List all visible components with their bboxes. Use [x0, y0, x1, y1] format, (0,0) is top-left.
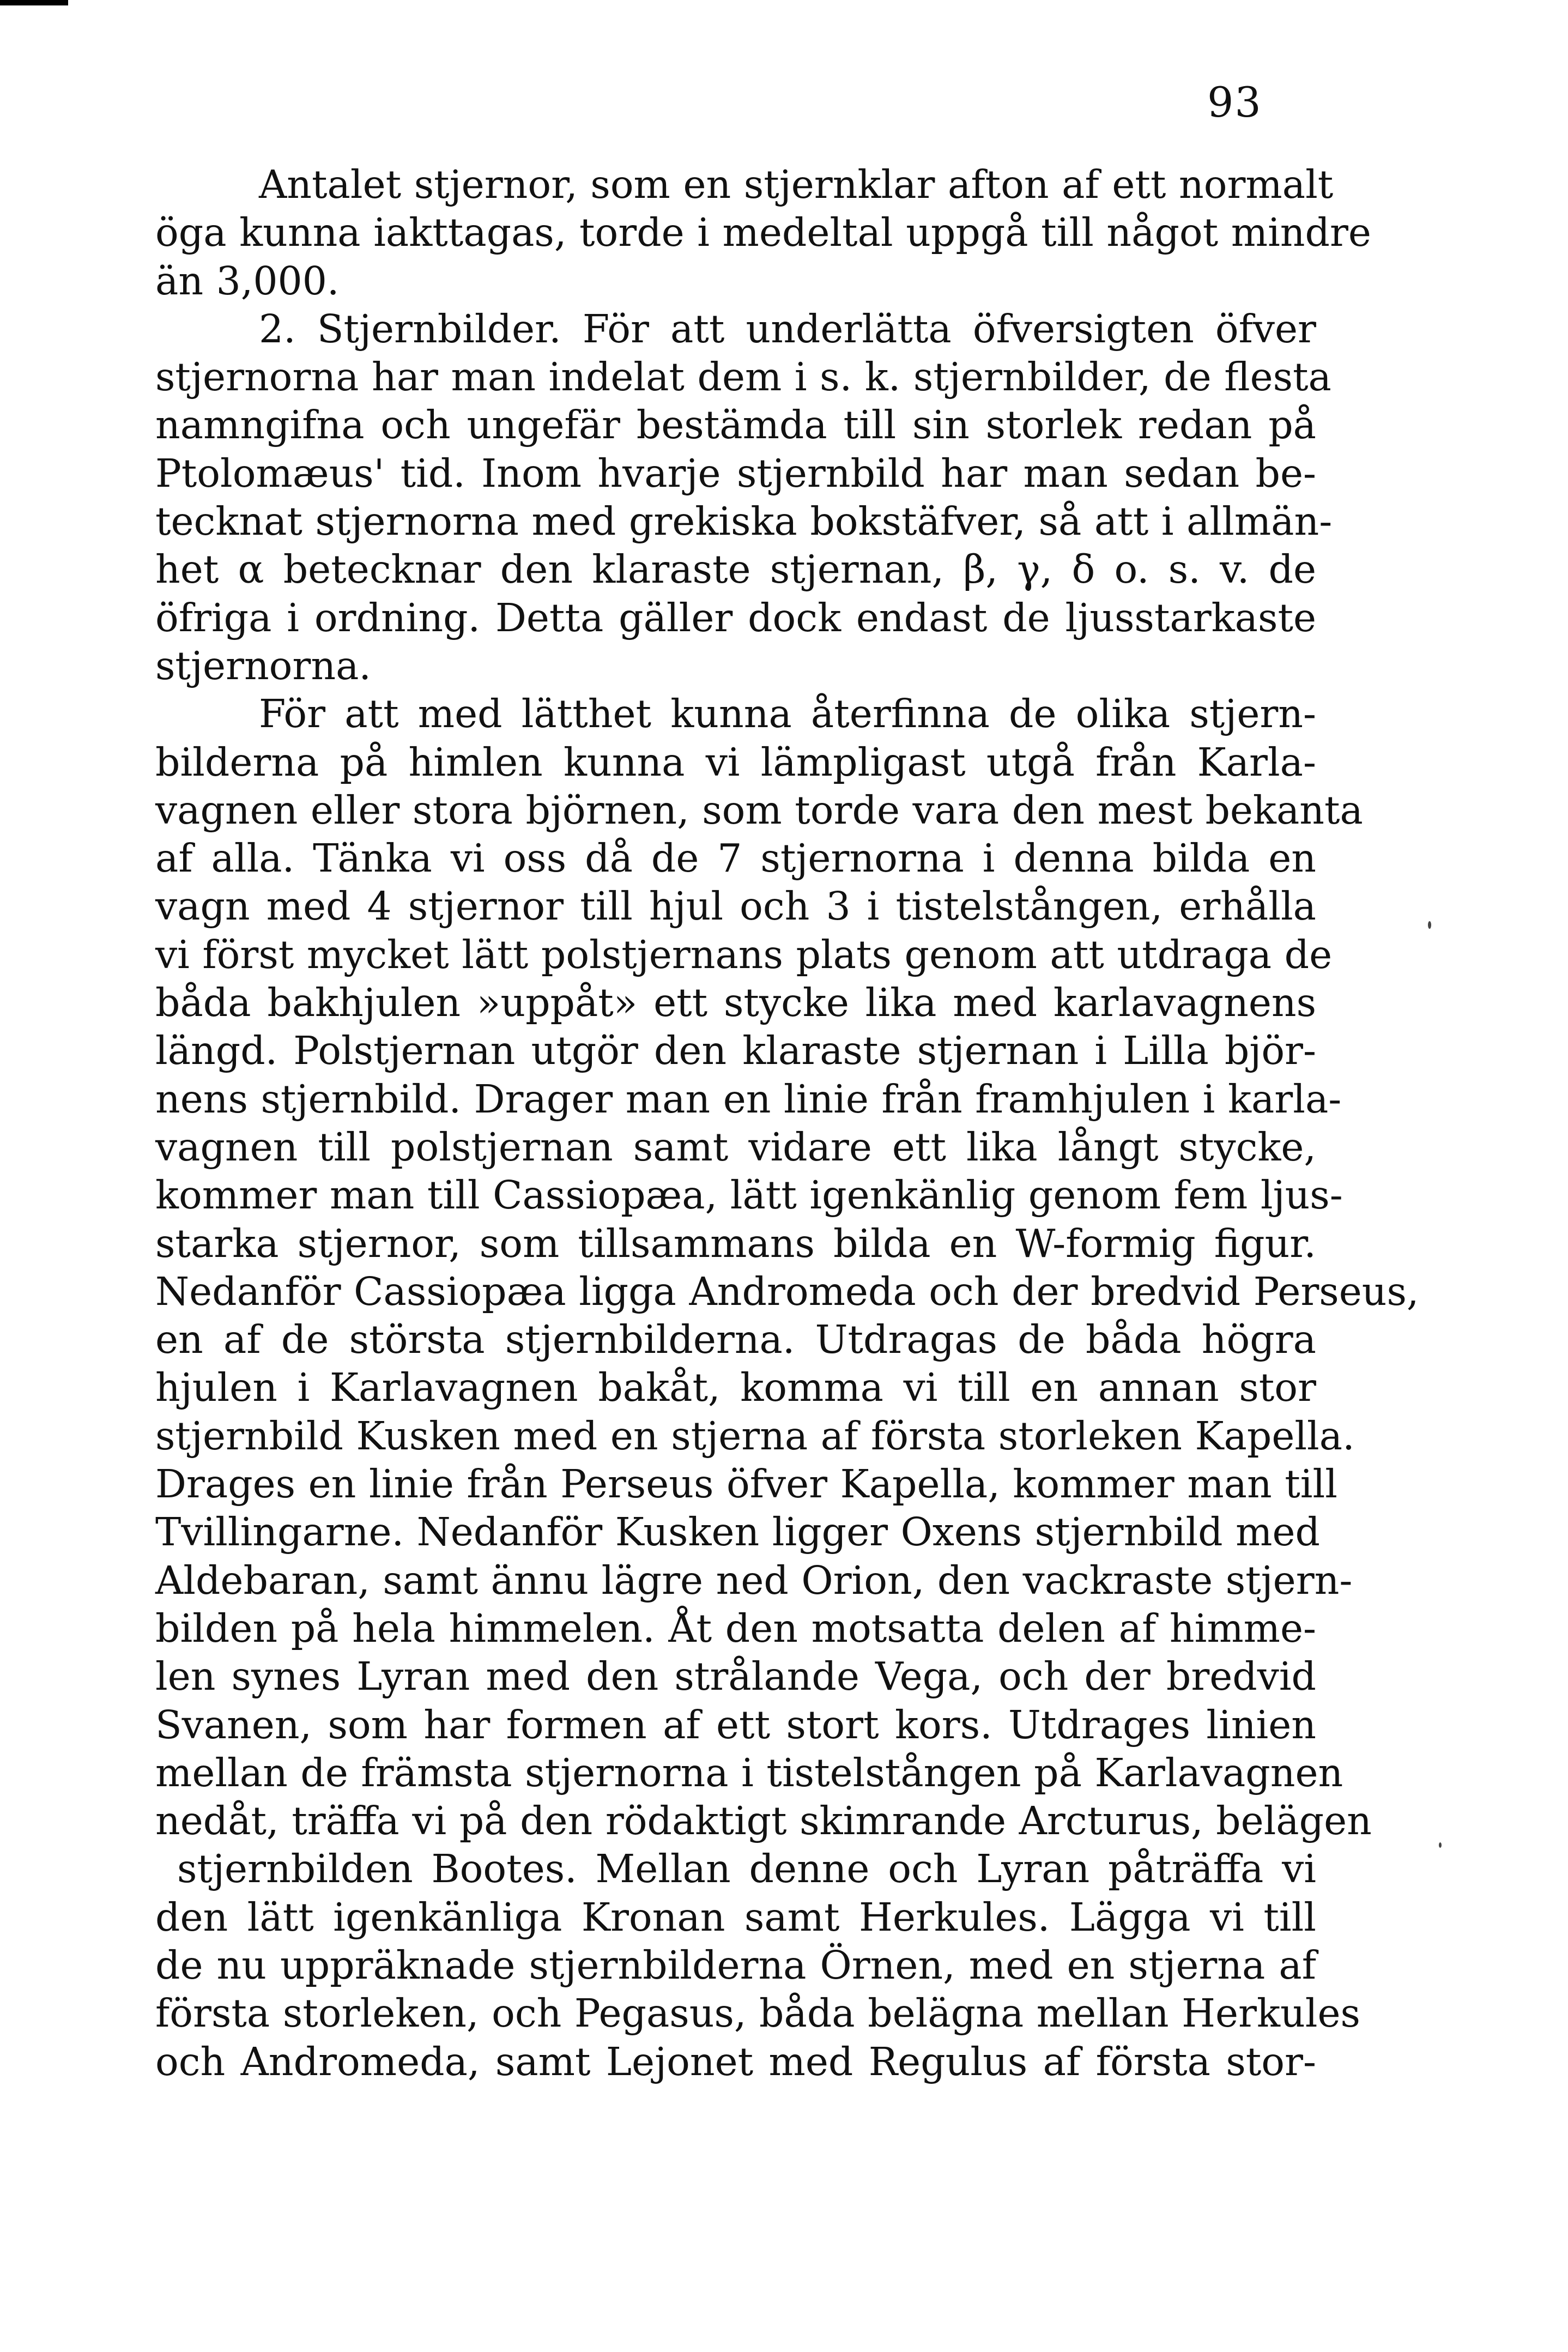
- text-line: Nedanför Cassiopæa ligga Andromeda och der bredvid Perseus,: [155, 1268, 1419, 1314]
- text-line: af alla. Tänka vi oss då de 7 stjernorna i denna bilda en: [155, 836, 1316, 881]
- text-line: För att med lätthet kunna återfinna de olika stjern-: [259, 691, 1316, 737]
- text-line: Ptolomæus' tid. Inom hvarje stjernbild har man sedan be-: [155, 450, 1316, 496]
- text-line: öga kunna iakttagas, torde i medeltal uppgå till något mindre: [155, 210, 1371, 256]
- text-line: stjernbilden Bootes. Mellan denne och Lyran påträffa vi: [177, 1846, 1316, 1892]
- text-line: öfriga i ordning. Detta gäller dock endast de ljusstarkaste: [155, 595, 1316, 640]
- text-line: nens stjernbild. Drager man en linie från framhjulen i karla-: [155, 1076, 1342, 1122]
- text-line: namngifna och ungefär bestämda till sin storlek redan på: [155, 402, 1316, 448]
- text-line: bilden på hela himmelen. Åt den motsatta delen af himme-: [155, 1605, 1316, 1651]
- text-line: kommer man till Cassiopæa, lätt igenkänlig genom fem ljus-: [155, 1172, 1343, 1218]
- text-line: de nu uppräknade stjernbilderna Örnen, med en stjerna af: [155, 1942, 1316, 1988]
- text-line: tecknat stjernorna med grekiska bokstäfver, så att i allmän-: [155, 499, 1333, 545]
- page-number: 93: [1207, 78, 1262, 126]
- text-line: Aldebaran, samt ännu lägre ned Orion, den vackraste stjern-: [155, 1557, 1353, 1603]
- scan-edge-mark: [0, 0, 68, 5]
- text-line: Svanen, som har formen af ett stort kors. Utdrages linien: [155, 1702, 1316, 1748]
- text-line: 2. Stjernbilder. För att underlätta öfversigten öfver: [259, 306, 1316, 352]
- text-line: vagnen till polstjernan samt vidare ett lika långt stycke,: [155, 1124, 1316, 1170]
- text-line: hjulen i Karlavagnen bakåt, komma vi till en annan stor: [155, 1365, 1316, 1411]
- text-line: en af de största stjernbilderna. Utdragas de båda högra: [155, 1317, 1316, 1363]
- text-line: vagn med 4 stjernor till hjul och 3 i tistelstången, erhålla: [155, 884, 1316, 929]
- text-line: första storleken, och Pegasus, båda belägna mellan Herkules: [155, 1991, 1360, 2036]
- text-line: Antalet stjernor, som en stjernklar afton af ett normalt: [259, 162, 1334, 207]
- text-line: längd. Polstjernan utgör den klaraste stjernan i Lilla björ-: [155, 1028, 1316, 1074]
- text-line: vagnen eller stora björnen, som torde vara den mest bekanta: [155, 787, 1363, 833]
- scan-speck: [1439, 1842, 1442, 1848]
- text-line: het α betecknar den klaraste stjernan, β, γ, δ o. s. v. de: [155, 547, 1316, 592]
- text-line: Drages en linie från Perseus öfver Kapella, kommer man till: [155, 1461, 1337, 1507]
- text-line: bilderna på himlen kunna vi lämpligast utgå från Karla-: [155, 739, 1316, 785]
- text-line: nedåt, träffa vi på den rödaktigt skimrande Arcturus, belägen: [155, 1798, 1372, 1844]
- text-line: båda bakhjulen »uppåt» ett stycke lika med karlavagnens: [155, 980, 1316, 1026]
- text-line: stjernorna har man indelat dem i s. k. stjernbilder, de flesta: [155, 354, 1331, 400]
- text-line: och Andromeda, samt Lejonet med Regulus af första stor-: [155, 2039, 1316, 2084]
- text-line: stjernorna.: [155, 643, 371, 688]
- text-line: vi först mycket lätt polstjernans plats genom att utdraga de: [155, 932, 1333, 977]
- text-line: Tvillingarne. Nedanför Kusken ligger Oxens stjernbild med: [155, 1509, 1320, 1555]
- scan-speck: [1428, 921, 1431, 929]
- text-line: mellan de främsta stjernorna i tistelstången på Karlavagnen: [155, 1750, 1343, 1795]
- text-line: än 3,000.: [155, 258, 340, 304]
- text-line: starka stjernor, som tillsammans bilda en W-formig figur.: [155, 1220, 1316, 1266]
- text-line: len synes Lyran med den strålande Vega, och der bredvid: [155, 1654, 1316, 1700]
- body-text: [155, 161, 1419, 2086]
- text-line: stjernbild Kusken med en stjerna af första storleken Kapella.: [155, 1413, 1355, 1459]
- text-line: den lätt igenkänliga Kronan samt Herkules. Lägga vi till: [155, 1894, 1316, 1940]
